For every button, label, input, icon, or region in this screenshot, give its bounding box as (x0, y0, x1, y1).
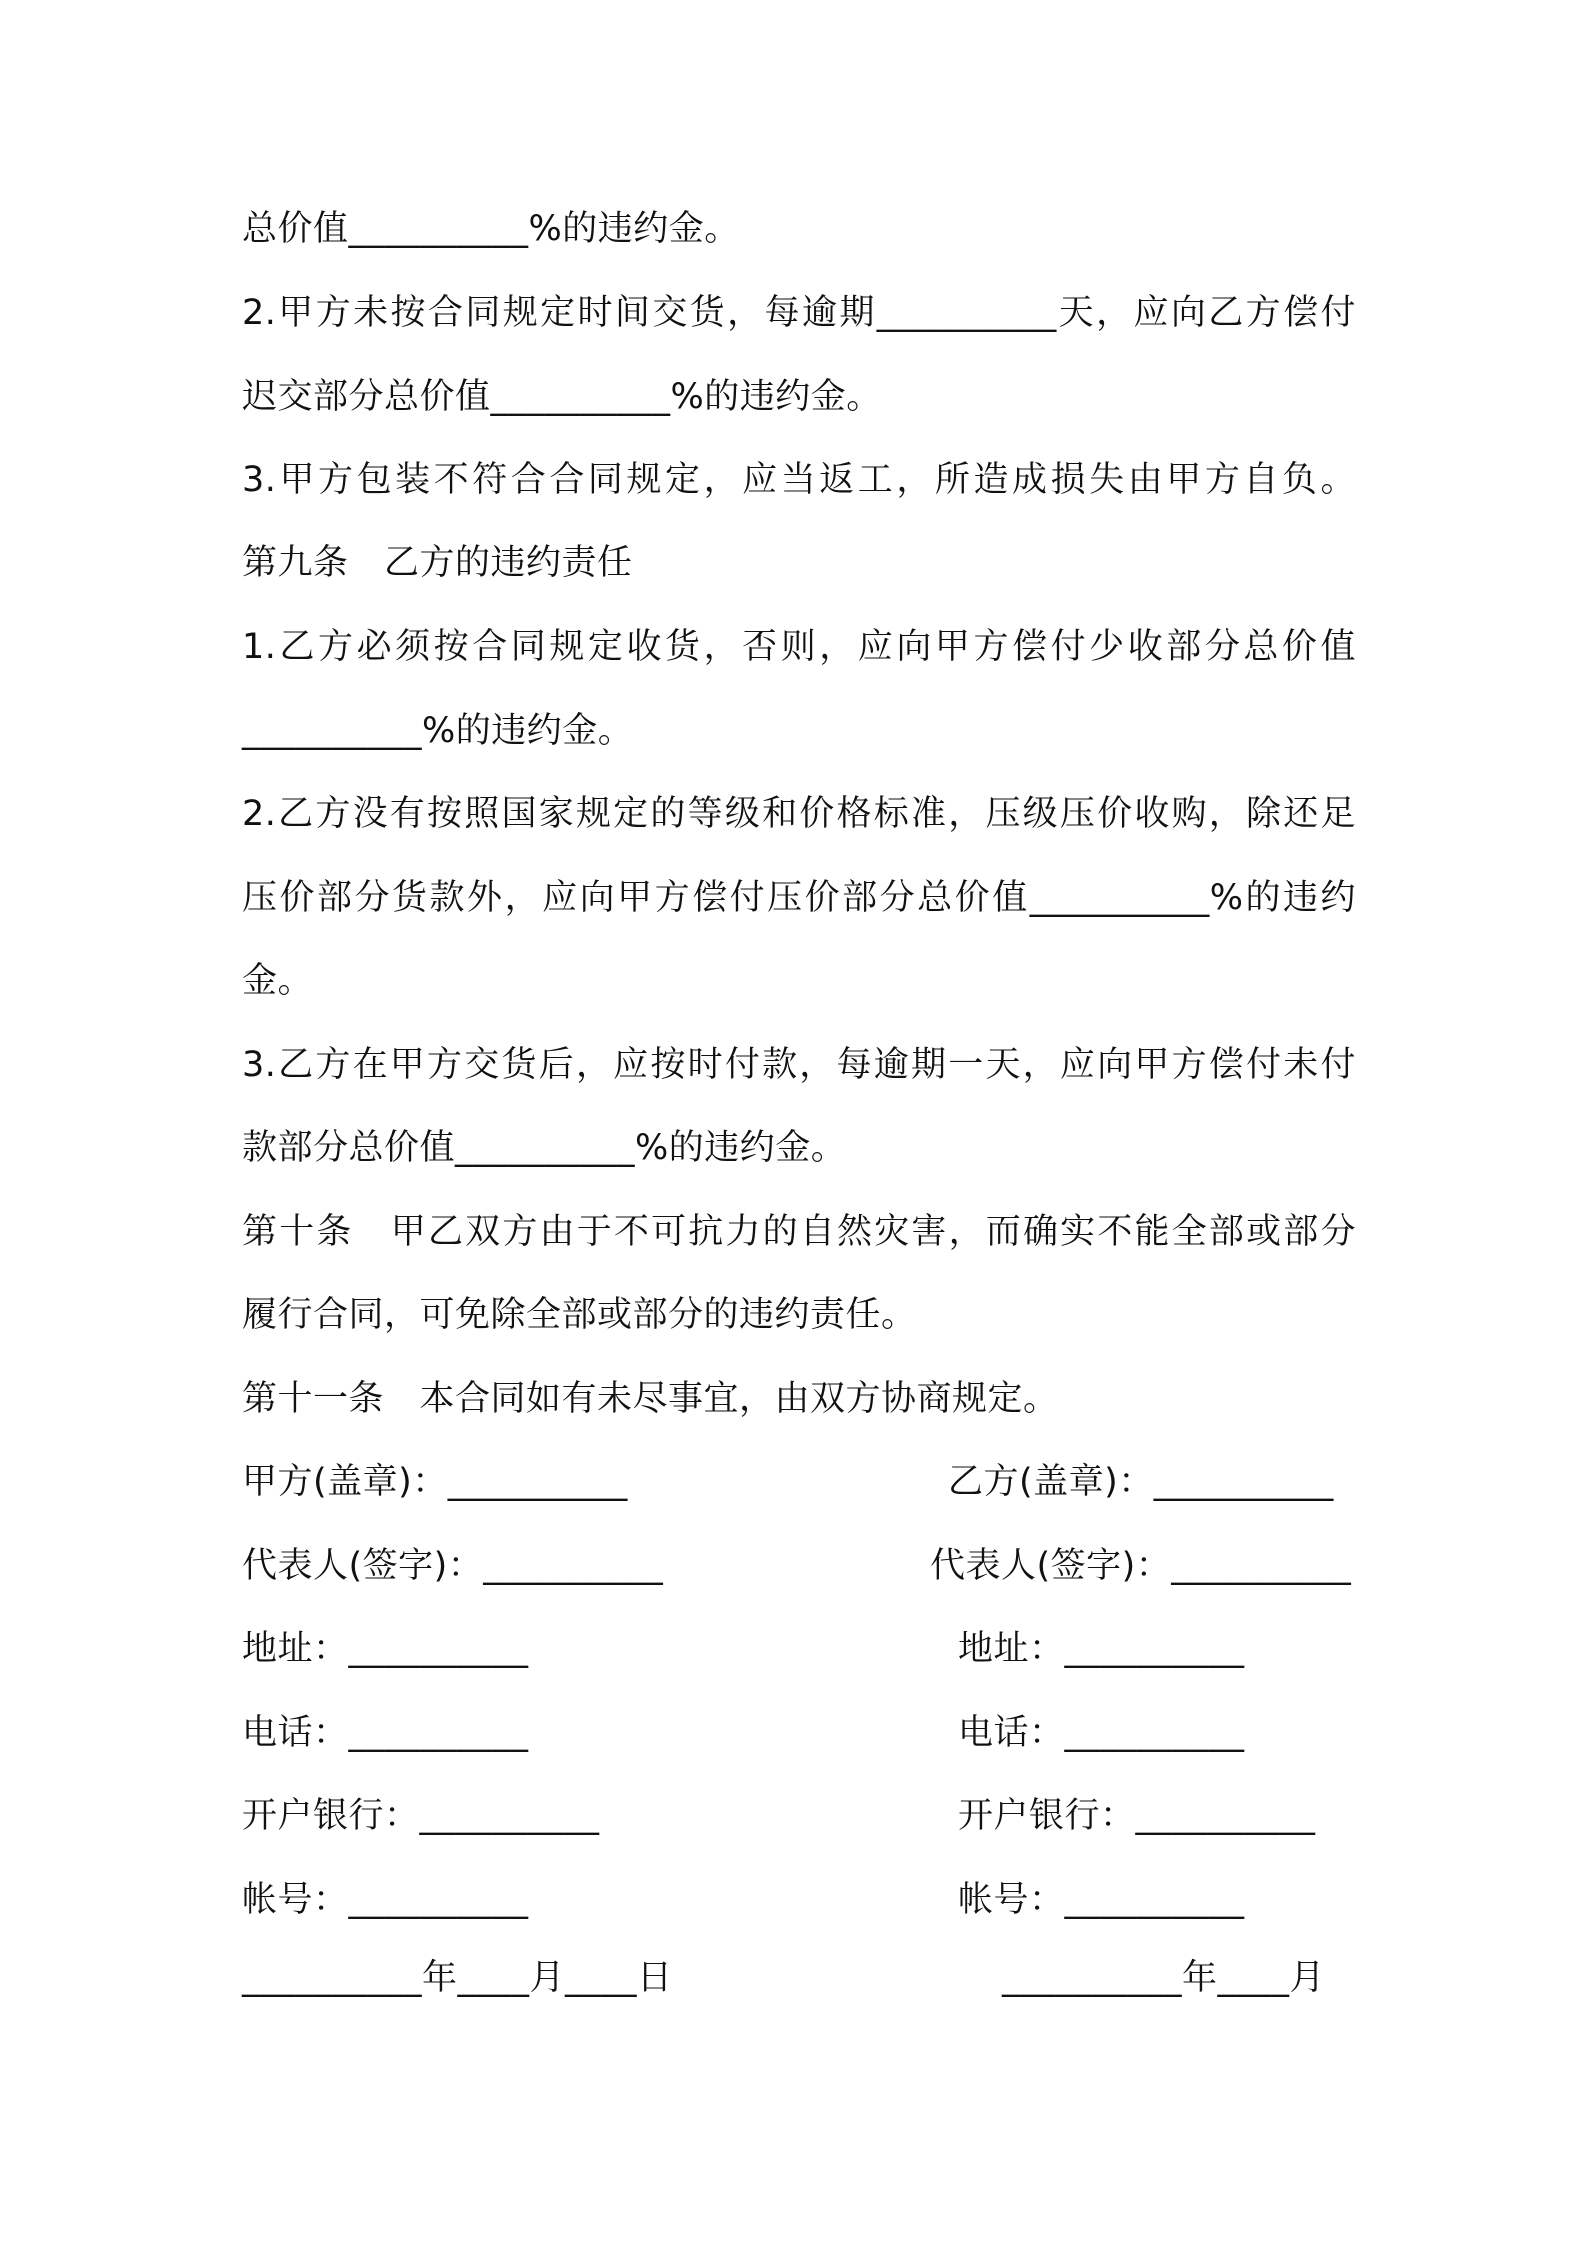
party-b-date: __________年____月 (1002, 1958, 1326, 1998)
text-line: __________%的违约金。 (242, 711, 634, 751)
text-line: 2.甲方未按合同规定时间交货，每逾期__________天，应向乙方偿付 (242, 293, 1356, 333)
text-line: 3.甲方包装不符合合同规定，应当返工，所造成损失由甲方自负。 (242, 460, 1356, 500)
text-line: 1.乙方必须按合同规定收货，否则，应向甲方偿付少收部分总价值 (242, 627, 1356, 667)
text-line: 金。 (242, 961, 314, 1001)
party-a-phone: 电话：__________ (242, 1713, 529, 1753)
article-heading: 第十条 甲乙双方由于不可抗力的自然灾害，而确实不能全部或部分 (242, 1212, 1356, 1252)
text-line: 款部分总价值__________%的违约金。 (242, 1128, 847, 1168)
text-line: 压价部分货款外，应向甲方偿付压价部分总价值__________%的违约 (242, 878, 1356, 918)
party-a-representative: 代表人(签字)：__________ (242, 1546, 664, 1586)
party-a-account: 帐号：__________ (242, 1880, 529, 1920)
article-heading: 第九条 乙方的违约责任 (242, 543, 633, 583)
text-line: 履行合同，可免除全部或部分的违约责任。 (242, 1295, 917, 1335)
party-a-bank: 开户银行：__________ (242, 1796, 600, 1836)
party-a-date: __________年____月____日 (242, 1958, 673, 1998)
party-b-account: 帐号：__________ (958, 1880, 1245, 1920)
party-a-address: 地址：__________ (242, 1629, 529, 1669)
article-heading: 第十一条 本合同如有未尽事宜，由双方协商规定。 (242, 1379, 1059, 1419)
party-a-seal: 甲方(盖章)：__________ (242, 1462, 628, 1502)
text-line: 总价值__________%的违约金。 (242, 209, 740, 249)
text-line: 2.乙方没有按照国家规定的等级和价格标准，压级压价收购，除还足 (242, 794, 1356, 834)
party-b-phone: 电话：__________ (958, 1713, 1245, 1753)
party-b-address: 地址：__________ (958, 1629, 1245, 1669)
party-b-seal: 乙方(盖章)：__________ (948, 1462, 1334, 1502)
text-line: 迟交部分总价值__________%的违约金。 (242, 377, 882, 417)
text-line: 3.乙方在甲方交货后，应按时付款，每逾期一天，应向甲方偿付未付 (242, 1045, 1356, 1085)
party-b-bank: 开户银行：__________ (958, 1796, 1316, 1836)
party-b-representative: 代表人(签字)：__________ (930, 1546, 1352, 1586)
